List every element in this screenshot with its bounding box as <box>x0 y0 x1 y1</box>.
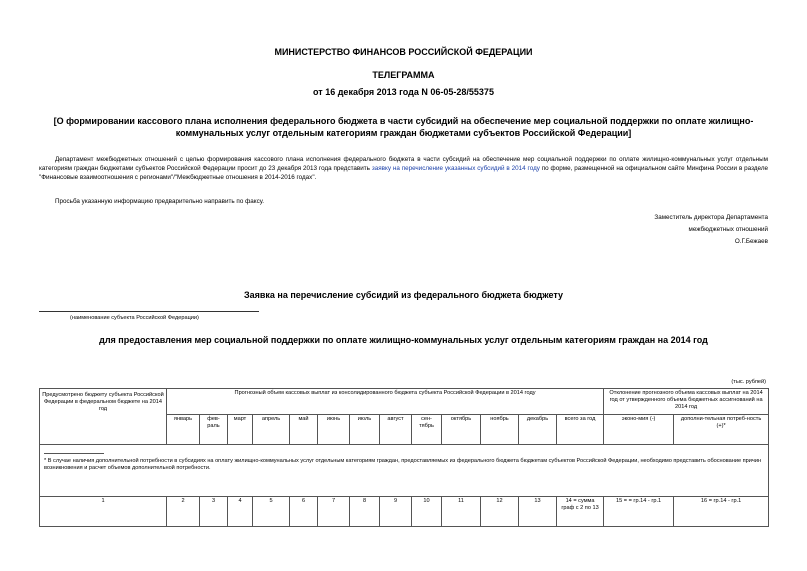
column-number: 6 <box>290 497 318 527</box>
economy-header: эконо-мия (-) <box>604 415 674 445</box>
column-number: 11 <box>442 497 481 527</box>
column-number: 7 <box>318 497 350 527</box>
ministry-title: МИНИСТЕРСТВО ФИНАНСОВ РОССИЙСКОЙ ФЕДЕРАЦИИ <box>274 47 533 57</box>
subject-line-1: [О формировании кассового плана исполнения федерального бюджета в части субсидий на обеспечение мер социальной поддержки по оплате жилищно- <box>53 116 754 126</box>
units-label: (тыс. рублей) <box>731 379 766 385</box>
document-date-number: от 16 декабря 2013 года N 06-05-28/55375 <box>313 87 494 97</box>
month-header: октябрь <box>442 415 481 445</box>
column-number: 5 <box>253 497 290 527</box>
column-number: 12 <box>481 497 519 527</box>
month-header: апрель <box>253 415 290 445</box>
column-number: 15 = = гр.14 - гр.1 <box>604 497 674 527</box>
column-number: 1 <box>40 497 167 527</box>
form-title: Заявка на перечисление субсидий из федерального бюджета бюджету <box>243 290 564 300</box>
footnote-separator <box>44 453 104 454</box>
header-planned: Предусмотрено бюджету субъекта Российской Федерации в федеральном бюджете на 2014 год <box>40 389 167 445</box>
body-paragraph-1: Департамент межбюджетных отношений с целью формирования кассового плана исполнения федерального бюджета в части субсидий на обеспечение мер социальной поддержки по оплате жилищно-коммунальных услуг отдельным категориям граждан бюджетами субъектов Российской Федерации просит до 23 декабря 2013 года представить заявку на перечисление указанных субсидий в 2014 году по форме, размещенной на официальном сайте Минфина России в разделе "Финансовые взаимоотношения с регионами"/"Межбюджетные отношения в 2014-2016 годах". <box>39 156 768 181</box>
month-header: фев-раль <box>200 415 228 445</box>
month-header: май <box>290 415 318 445</box>
total-header: всего за год <box>557 415 604 445</box>
document-subject <box>40 115 767 139</box>
column-number: 3 <box>200 497 228 527</box>
column-number: 4 <box>228 497 253 527</box>
column-number: 14 = сумма граф с 2 по 13 <box>557 497 604 527</box>
request-form-link[interactable]: заявку на перечисление указанных субсидий в 2014 году <box>371 165 540 172</box>
month-header: сен-тябрь <box>412 415 442 445</box>
column-number: 13 <box>519 497 557 527</box>
column-number: 9 <box>380 497 412 527</box>
month-header: март <box>228 415 253 445</box>
month-header: декабрь <box>519 415 557 445</box>
column-number: 8 <box>350 497 380 527</box>
month-header: июнь <box>318 415 350 445</box>
subject-name-line <box>39 311 259 312</box>
form-purpose: для предоставления мер социальной поддержки по оплате жилищно-коммунальных услуг отдельным категориям граждан на 2014 год <box>99 335 708 345</box>
request-table <box>39 388 769 527</box>
additional-need-header: дополни-тельная потреб-ность (+)* <box>674 415 769 445</box>
subject-line-2: коммунальных услуг отдельным категориям граждан бюджетами субъектов Российской Федерации] <box>175 128 632 138</box>
month-header: июль <box>350 415 380 445</box>
month-header: август <box>380 415 412 445</box>
signature-position: Заместитель директора Департамента <box>654 214 768 221</box>
header-deviation: Отклонение прогнозного объема кассовых выплат на 2014 год от утвержденного объема бюджетных ассигнований на 2014 год <box>604 389 769 415</box>
column-number: 2 <box>167 497 200 527</box>
signature-department: межбюджетных отношений <box>688 226 768 233</box>
column-number: 10 <box>412 497 442 527</box>
month-header: ноябрь <box>481 415 519 445</box>
document-type: ТЕЛЕГРАММА <box>372 70 435 80</box>
footnote-text: * В случае наличия дополнительной потребности в субсидиях на оплату жилищно-коммунальных услуг отдельным категориям граждан, предоставляемых из федерального бюджета бюджетам субъектов Российской Федерации, необходимо представить обоснование причин возникновения и расчет объемов дополнительной потребности. <box>44 458 762 471</box>
header-forecast: Прогнозный объем кассовых выплат из консолидированного бюджета субъекта Российской Федерации в 2014 году <box>167 389 604 415</box>
subject-name-caption: (наименование субъекта Российской Федерации) <box>70 315 199 321</box>
column-number: 16 = гр.14 - гр.1 <box>674 497 769 527</box>
body-paragraph-2: Просьба указанную информацию предварительно направить по факсу. <box>55 198 265 205</box>
signature-block <box>654 213 768 246</box>
footnote-row <box>40 445 769 497</box>
month-header: январь <box>167 415 200 445</box>
signature-name: О.Г.Бежаев <box>734 238 768 245</box>
